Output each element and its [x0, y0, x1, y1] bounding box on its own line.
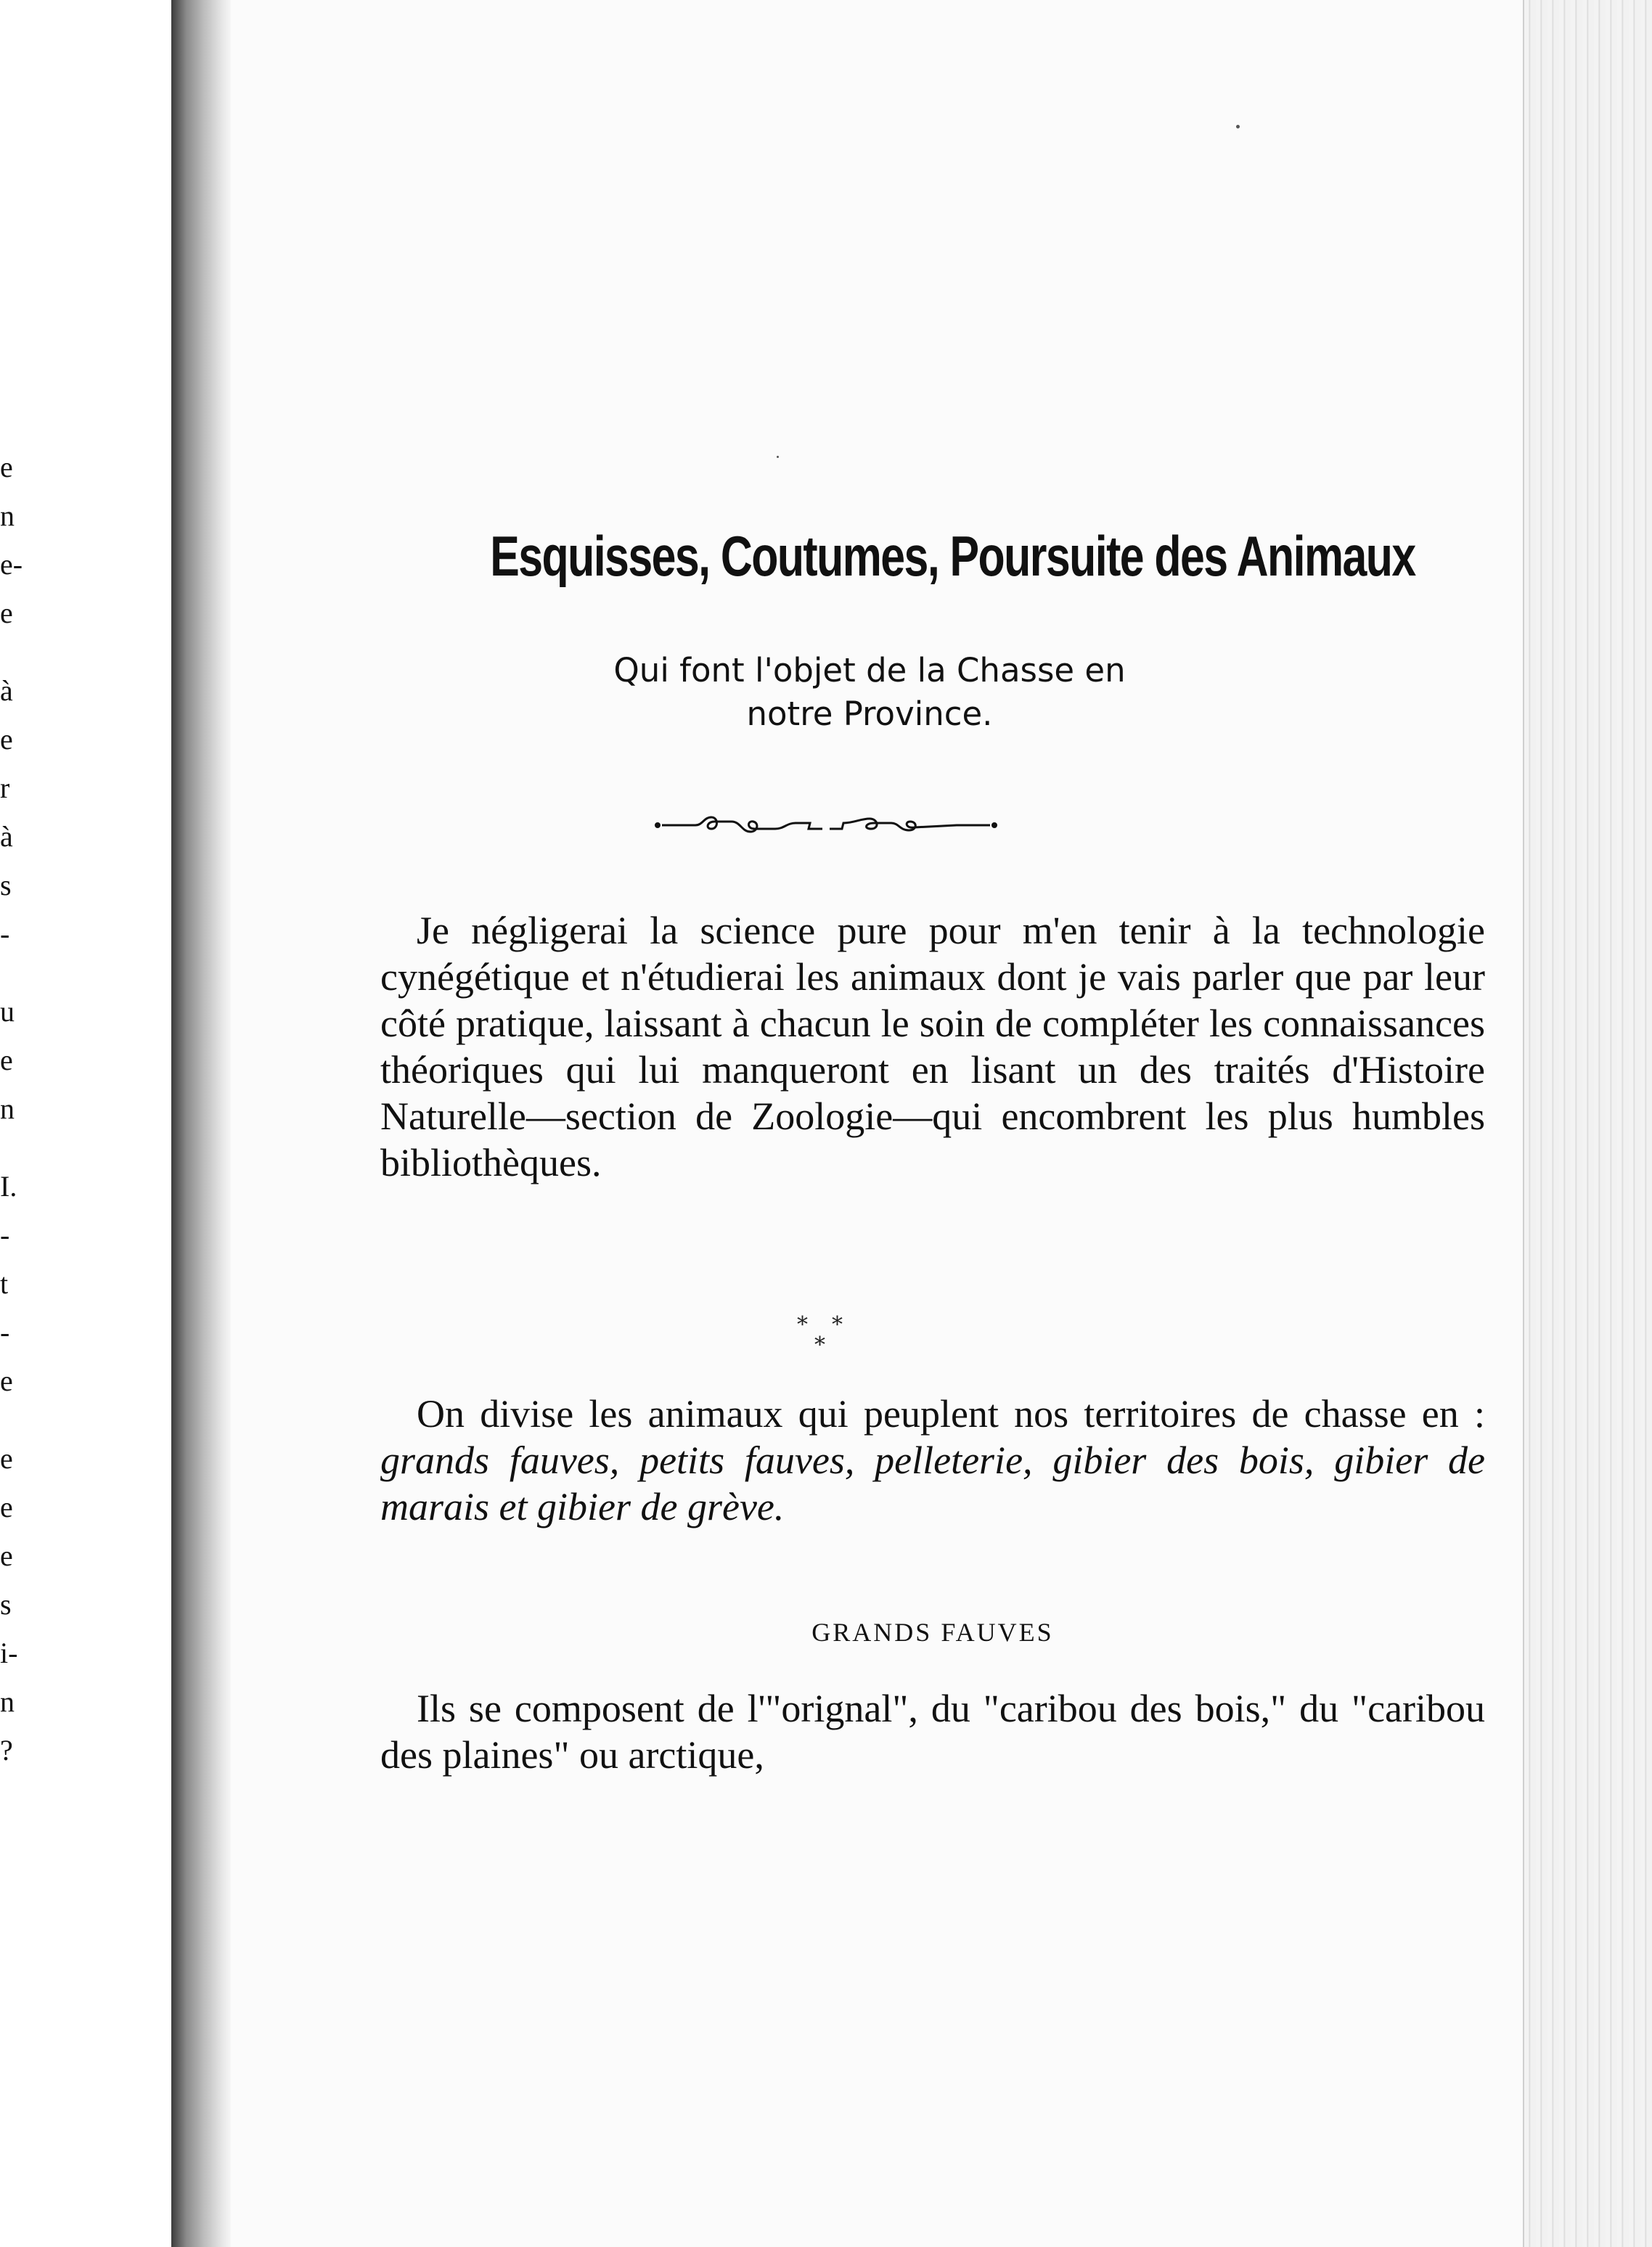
facing-page-char: e: [0, 1539, 13, 1572]
page-subtitle: [398, 649, 1341, 736]
facing-page-char: [0, 637, 22, 666]
facing-page-char: e: [0, 1491, 13, 1523]
paragraph-1: Je négligerai la science pure pour m'en tenir à la technologie cynégétique et n'étudierai les animaux dont je vais parler que par leur côté pratique, laissant à chacun le soin de compléter les connaissances théoriques qui lui manqueront en lisant un des traités d'Histoire Naturelle—section de Zoologie—qui encombrent les plus humbles bibliothèques.: [380, 909, 1485, 1184]
paragraph-3: Ils se composent de l'"orignal", du "caribou des bois," du "caribou des plaines" ou arctique,: [380, 1687, 1485, 1777]
facing-page-char: n: [0, 1685, 15, 1718]
paragraph-2-categories: grands fauves, petits fauves, pelleterie, gibier des bois, gibier de marais et gibier de grève.: [380, 1438, 1485, 1528]
facing-page-char: e: [0, 1364, 13, 1397]
facing-page: [0, 0, 171, 2247]
facing-page-char: u: [0, 995, 15, 1028]
page-title: Esquisses, Coutumes, Poursuite des Animaux: [490, 524, 1415, 588]
paragraph-2: [380, 1391, 1485, 1530]
facing-page-char: ?: [0, 1734, 13, 1767]
facing-page-char: r: [0, 771, 10, 804]
facing-page-char: à: [0, 820, 13, 853]
scroll-ornament-icon: [652, 807, 1000, 843]
facing-page-char: n: [0, 1092, 15, 1125]
book-page: [231, 0, 1524, 2247]
asterism: [790, 1312, 877, 1363]
facing-page-char: s: [0, 869, 12, 901]
facing-page-char: I.: [0, 1170, 17, 1203]
facing-page-text-fragment: [0, 443, 22, 1775]
page-stack-edge: [1523, 0, 1652, 2247]
asterism-star: *: [814, 1333, 825, 1358]
facing-page-char: [0, 1405, 22, 1434]
facing-page-char: i-: [0, 1637, 18, 1669]
facing-page-char: e: [0, 1442, 13, 1475]
facing-page-char: [0, 1133, 22, 1162]
paragraph-2-intro: On divise les animaux qui peuplent nos territoires de chasse en :: [417, 1392, 1485, 1436]
facing-page-char: e: [0, 451, 13, 483]
facing-page-char: t: [0, 1267, 9, 1300]
facing-page-char: -: [0, 1219, 10, 1251]
facing-page-char: n: [0, 499, 15, 532]
facing-page-char: s: [0, 1588, 12, 1621]
paper-speck: [777, 456, 779, 458]
section-heading: GRANDS FAUVES: [811, 1618, 1054, 1647]
asterism-star: *: [797, 1312, 808, 1338]
facing-page-char: e-: [0, 548, 23, 581]
facing-page-char: -: [0, 1316, 10, 1348]
facing-page-char: e: [0, 597, 13, 629]
book-gutter: [171, 0, 231, 2247]
facing-page-char: à: [0, 674, 13, 707]
asterism-star: *: [832, 1312, 843, 1338]
facing-page-char: -: [0, 917, 10, 950]
facing-page-char: e: [0, 1044, 13, 1076]
subtitle-line-1: Qui font l'objet de la Chasse en: [613, 651, 1126, 689]
facing-page-char: [0, 958, 22, 987]
facing-page-char: e: [0, 723, 13, 756]
subtitle-line-2: notre Province.: [746, 695, 993, 733]
paper-speck: [1236, 125, 1240, 128]
